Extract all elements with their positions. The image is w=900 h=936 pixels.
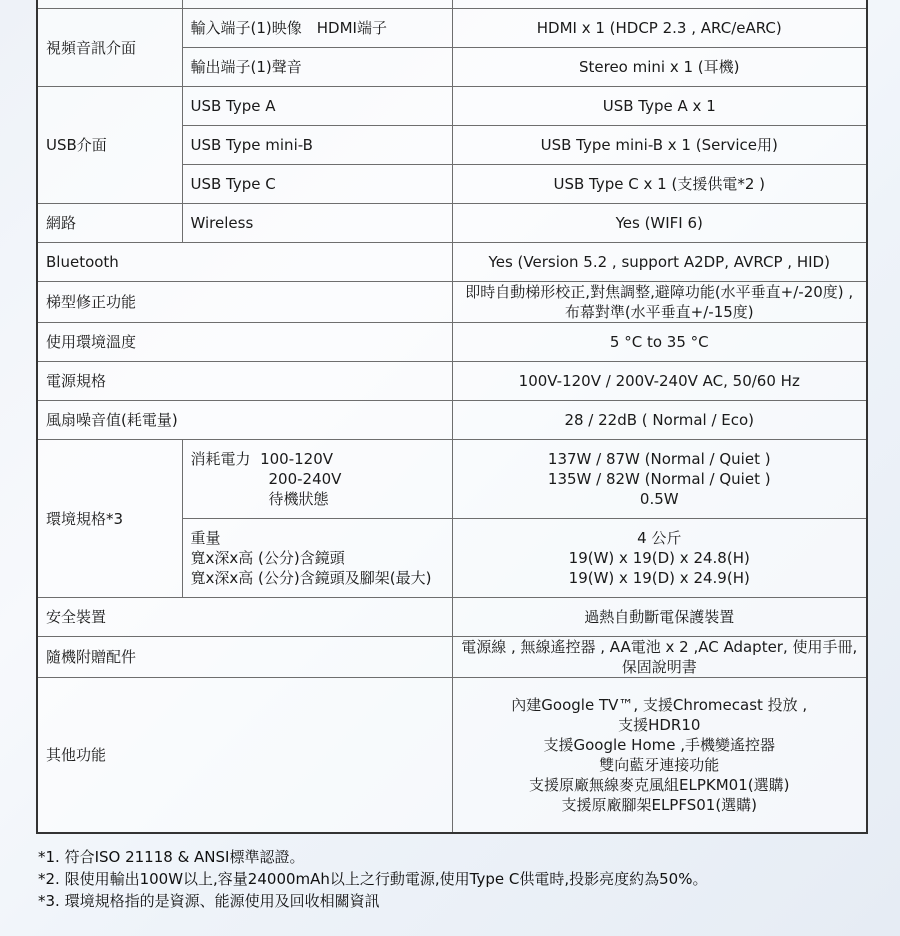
accessories-value-line1: 電源線 , 無線遙控器 , AA電池 x 2 ,AC Adapter, 使用手冊, xyxy=(461,638,858,656)
table-row xyxy=(37,637,867,678)
env-power-sub1: 100-120V xyxy=(260,450,333,468)
footnote-2: *2. 限使用輸出100W以上,容量24000mAh以上之行動電源,使用Type C供電時,投影亮度約為50%。 xyxy=(38,870,708,888)
row-label-fan: 風扇噪音值(耗電量) xyxy=(37,401,452,440)
table-row xyxy=(37,678,867,834)
accessories-value xyxy=(452,637,867,678)
spec-table xyxy=(36,0,868,834)
env-power-sub3: 待機狀態 xyxy=(268,490,329,508)
other-line: 支援HDR10 xyxy=(618,716,701,734)
usb-a-label: USB Type A xyxy=(182,87,452,126)
env-power-values xyxy=(452,440,867,519)
keystone-value xyxy=(452,282,867,323)
env-power-val2: 135W / 82W (Normal / Quiet ) xyxy=(547,470,771,488)
network-value: Yes (WIFI 6) xyxy=(452,204,867,243)
other-line: 支援原廠腳架ELPFS01(選購) xyxy=(561,796,758,814)
row-label-accessories: 隨機附贈配件 xyxy=(37,637,452,678)
env-power-val1: 137W / 87W (Normal / Quiet ) xyxy=(547,450,771,468)
av-input-label: 輸入端子(1)映像 HDMI端子 xyxy=(182,9,452,48)
row-label-safety: 安全裝置 xyxy=(37,598,452,637)
bluetooth-value: Yes (Version 5.2 , support A2DP, AVRCP , HID) xyxy=(452,243,867,282)
other-line: 雙向藍牙連接功能 xyxy=(599,756,720,774)
row-label-bluetooth: Bluetooth xyxy=(37,243,452,282)
other-line: 支援Google Home ,手機變遙控器 xyxy=(543,736,775,754)
temp-value: 5 °C to 35 °C xyxy=(452,323,867,362)
accessories-value-line2: 保固說明書 xyxy=(621,658,697,676)
table-row xyxy=(37,282,867,323)
table-row xyxy=(37,9,867,48)
env-power-label: 消耗電力 xyxy=(190,450,251,468)
env-power-sub2: 200-240V xyxy=(268,470,342,488)
row-label-av: 視頻音訊介面 xyxy=(37,9,182,87)
table-row xyxy=(37,401,867,440)
fan-value: 28 / 22dB ( Normal / Eco) xyxy=(452,401,867,440)
av-output-value: Stereo mini x 1 (耳機) xyxy=(452,48,867,87)
keystone-value-line2: 布幕對準(水平垂直+/-15度) xyxy=(564,303,754,321)
table-row xyxy=(37,598,867,637)
table-row xyxy=(37,440,867,519)
table-row xyxy=(37,87,867,126)
env-dim-values xyxy=(452,519,867,598)
table-row xyxy=(37,204,867,243)
table-row xyxy=(37,362,867,401)
env-dim-labels xyxy=(182,519,452,598)
other-line: 內建Google TV™, 支援Chromecast 投放 , xyxy=(511,696,808,714)
footnote-3: *3. 環境規格指的是資源、能源使用及回收相關資訊 xyxy=(38,892,380,910)
table-row xyxy=(37,0,867,9)
footnotes xyxy=(38,846,707,912)
av-output-label: 輸出端子(1)聲音 xyxy=(182,48,452,87)
env-dim-val2: 19(W) x 19(D) x 24.8(H) xyxy=(568,549,750,567)
env-power-labels xyxy=(182,440,452,519)
usb-minib-value: USB Type mini-B x 1 (Service用) xyxy=(452,126,867,165)
usb-c-value: USB Type C x 1 (支援供電*2 ) xyxy=(452,165,867,204)
env-dim-val3: 19(W) x 19(D) x 24.9(H) xyxy=(568,569,750,587)
row-label-temp: 使用環境溫度 xyxy=(37,323,452,362)
usb-c-label: USB Type C xyxy=(182,165,452,204)
safety-value: 過熱自動斷電保護裝置 xyxy=(452,598,867,637)
row-label-keystone: 梯型修正功能 xyxy=(37,282,452,323)
env-dim-label1: 重量 xyxy=(190,529,221,547)
usb-a-value: USB Type A x 1 xyxy=(452,87,867,126)
av-input-value: HDMI x 1 (HDCP 2.3 , ARC/eARC) xyxy=(452,9,867,48)
other-value xyxy=(452,678,867,834)
row-label-usb: USB介面 xyxy=(37,87,182,204)
keystone-value-line1: 即時自動梯形校正,對焦調整,避障功能(水平垂直+/-20度) , xyxy=(465,283,854,301)
table-row xyxy=(37,323,867,362)
row-label-network: 網路 xyxy=(37,204,182,243)
table-row xyxy=(37,243,867,282)
env-power-val3: 0.5W xyxy=(639,490,679,508)
row-label-other: 其他功能 xyxy=(37,678,452,834)
power-value: 100V-120V / 200V-240V AC, 50/60 Hz xyxy=(452,362,867,401)
env-dim-val1: 4 公斤 xyxy=(637,529,682,547)
row-label-power: 電源規格 xyxy=(37,362,452,401)
other-line: 支援原廠無線麥克風組ELPKM01(選購) xyxy=(529,776,790,794)
usb-minib-label: USB Type mini-B xyxy=(182,126,452,165)
env-dim-label3: 寬x深x高 (公分)含鏡頭及腳架(最大) xyxy=(190,569,432,587)
env-dim-label2: 寬x深x高 (公分)含鏡頭 xyxy=(190,549,345,567)
footnote-1: *1. 符合ISO 21118 & ANSI標準認證。 xyxy=(38,848,305,866)
network-sub-label: Wireless xyxy=(182,204,452,243)
row-label-env: 環境規格*3 xyxy=(37,440,182,598)
